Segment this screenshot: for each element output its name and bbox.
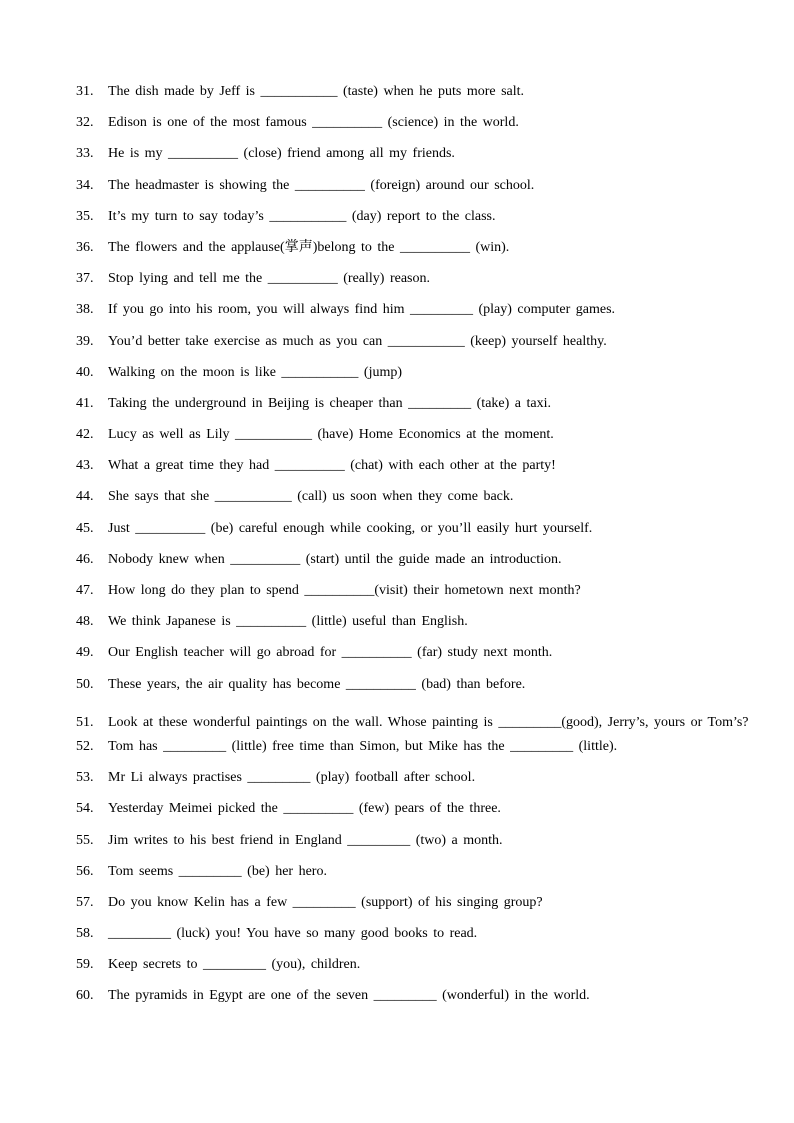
question-number: 43. (76, 458, 94, 474)
question-text: Nobody knew when __________ (start) until the guide made an introduction. (108, 551, 562, 567)
question-text: The flowers and the applause(掌声)belong to the __________ (win). (108, 239, 510, 255)
question-text: Jim writes to his best friend in England _________ (two) a month. (108, 832, 503, 848)
question-text: Lucy as well as Lily ___________ (have) Home Economics at the moment. (108, 427, 554, 443)
question-text: How long do they plan to spend __________(visit) their hometown next month? (108, 583, 581, 598)
question-number: 49. (76, 645, 94, 661)
question-item (76, 177, 756, 208)
question-item (76, 863, 756, 894)
question-text: These years, the air quality has become __________ (bad) than before. (108, 676, 526, 692)
question-item (76, 551, 756, 582)
question-text: Tom seems _________ (be) her hero. (108, 863, 327, 879)
question-item (76, 364, 756, 395)
question-text: She says that she ___________ (call) us soon when they come back. (108, 489, 514, 505)
question-number: 50. (76, 676, 94, 692)
question-text: Look at these wonderful paintings on the wall. Whose painting is _________(good), Jerry’s, yours or Tom’s? (108, 714, 749, 730)
question-item (76, 613, 756, 644)
question-number: 44. (76, 489, 94, 505)
question-number: 35. (76, 208, 94, 224)
question-item (76, 800, 756, 831)
question-text: Just __________ (be) careful enough while cooking, or you’ll easily hurt yourself. (108, 520, 593, 536)
question-number: 52. (76, 738, 94, 754)
question-item (76, 83, 756, 114)
question-text: We think Japanese is __________ (little) useful than English. (108, 614, 468, 630)
question-text: _________ (luck) you! You have so many good books to read. (108, 926, 478, 942)
question-number: 55. (76, 832, 94, 848)
question-number: 46. (76, 551, 94, 567)
question-item (76, 894, 756, 925)
question-item (76, 301, 756, 332)
question-item (76, 426, 756, 457)
question-item (76, 457, 756, 488)
question-text: The pyramids in Egypt are one of the seven _________ (wonderful) in the world. (108, 988, 590, 1004)
question-text: Our English teacher will go abroad for __________ (far) study next month. (108, 645, 553, 661)
question-text: Mr Li always practises _________ (play) football after school. (108, 770, 476, 786)
question-item (76, 832, 756, 863)
question-number: 57. (76, 894, 94, 910)
question-item (76, 738, 756, 769)
question-number: 41. (76, 395, 94, 411)
question-number: 47. (76, 583, 94, 598)
question-number: 53. (76, 770, 94, 786)
question-number: 48. (76, 614, 94, 630)
question-item (76, 987, 756, 1018)
question-text: Walking on the moon is like ___________ (jump) (108, 364, 403, 380)
question-item (76, 208, 756, 239)
question-text: The headmaster is showing the __________ (foreign) around our school. (108, 177, 535, 193)
question-text: Tom has _________ (little) free time than Simon, but Mike has the _________ (little). (108, 738, 618, 754)
question-number: 51. (76, 714, 94, 730)
question-number: 38. (76, 302, 94, 318)
question-item (76, 582, 756, 613)
question-item (76, 956, 756, 987)
question-text: Stop lying and tell me the __________ (really) reason. (108, 271, 430, 287)
question-item (76, 769, 756, 800)
question-text: Keep secrets to _________ (you), children. (108, 957, 361, 973)
question-text: Do you know Kelin has a few _________ (support) of his singing group? (108, 894, 543, 910)
question-item (76, 395, 756, 426)
question-list (76, 83, 756, 1019)
question-item (76, 707, 756, 738)
question-number: 33. (76, 146, 94, 162)
question-item (76, 114, 756, 145)
question-item (76, 676, 756, 707)
question-text: The dish made by Jeff is ___________ (taste) when he puts more salt. (108, 84, 525, 99)
question-item (76, 270, 756, 301)
question-number: 59. (76, 957, 94, 973)
question-text: Edison is one of the most famous __________ (science) in the world. (108, 115, 519, 131)
question-text: You’d better take exercise as much as you can ___________ (keep) yourself healthy. (108, 333, 607, 349)
question-number: 42. (76, 427, 94, 443)
question-item (76, 520, 756, 551)
question-text: Yesterday Meimei picked the __________ (few) pears of the three. (108, 801, 501, 817)
question-item (76, 145, 756, 176)
question-number: 58. (76, 926, 94, 942)
question-item (76, 488, 756, 519)
question-text: He is my __________ (close) friend among all my friends. (108, 146, 455, 162)
question-number: 36. (76, 239, 94, 255)
question-item (76, 239, 756, 270)
question-number: 34. (76, 177, 94, 193)
question-number: 40. (76, 364, 94, 380)
question-number: 32. (76, 115, 94, 131)
question-text: If you go into his room, you will always find him _________ (play) computer games. (108, 302, 616, 318)
question-number: 54. (76, 801, 94, 817)
question-number: 56. (76, 863, 94, 879)
question-number: 37. (76, 271, 94, 287)
question-number: 31. (76, 84, 94, 99)
question-item (76, 925, 756, 956)
question-number: 60. (76, 988, 94, 1004)
question-text: What a great time they had __________ (chat) with each other at the party! (108, 458, 556, 474)
question-number: 39. (76, 333, 94, 349)
question-text: It’s my turn to say today’s ___________ (day) report to the class. (108, 208, 496, 224)
question-number: 45. (76, 520, 94, 536)
question-item (76, 333, 756, 364)
question-item (76, 644, 756, 675)
question-text: Taking the underground in Beijing is cheaper than _________ (take) a taxi. (108, 395, 551, 411)
